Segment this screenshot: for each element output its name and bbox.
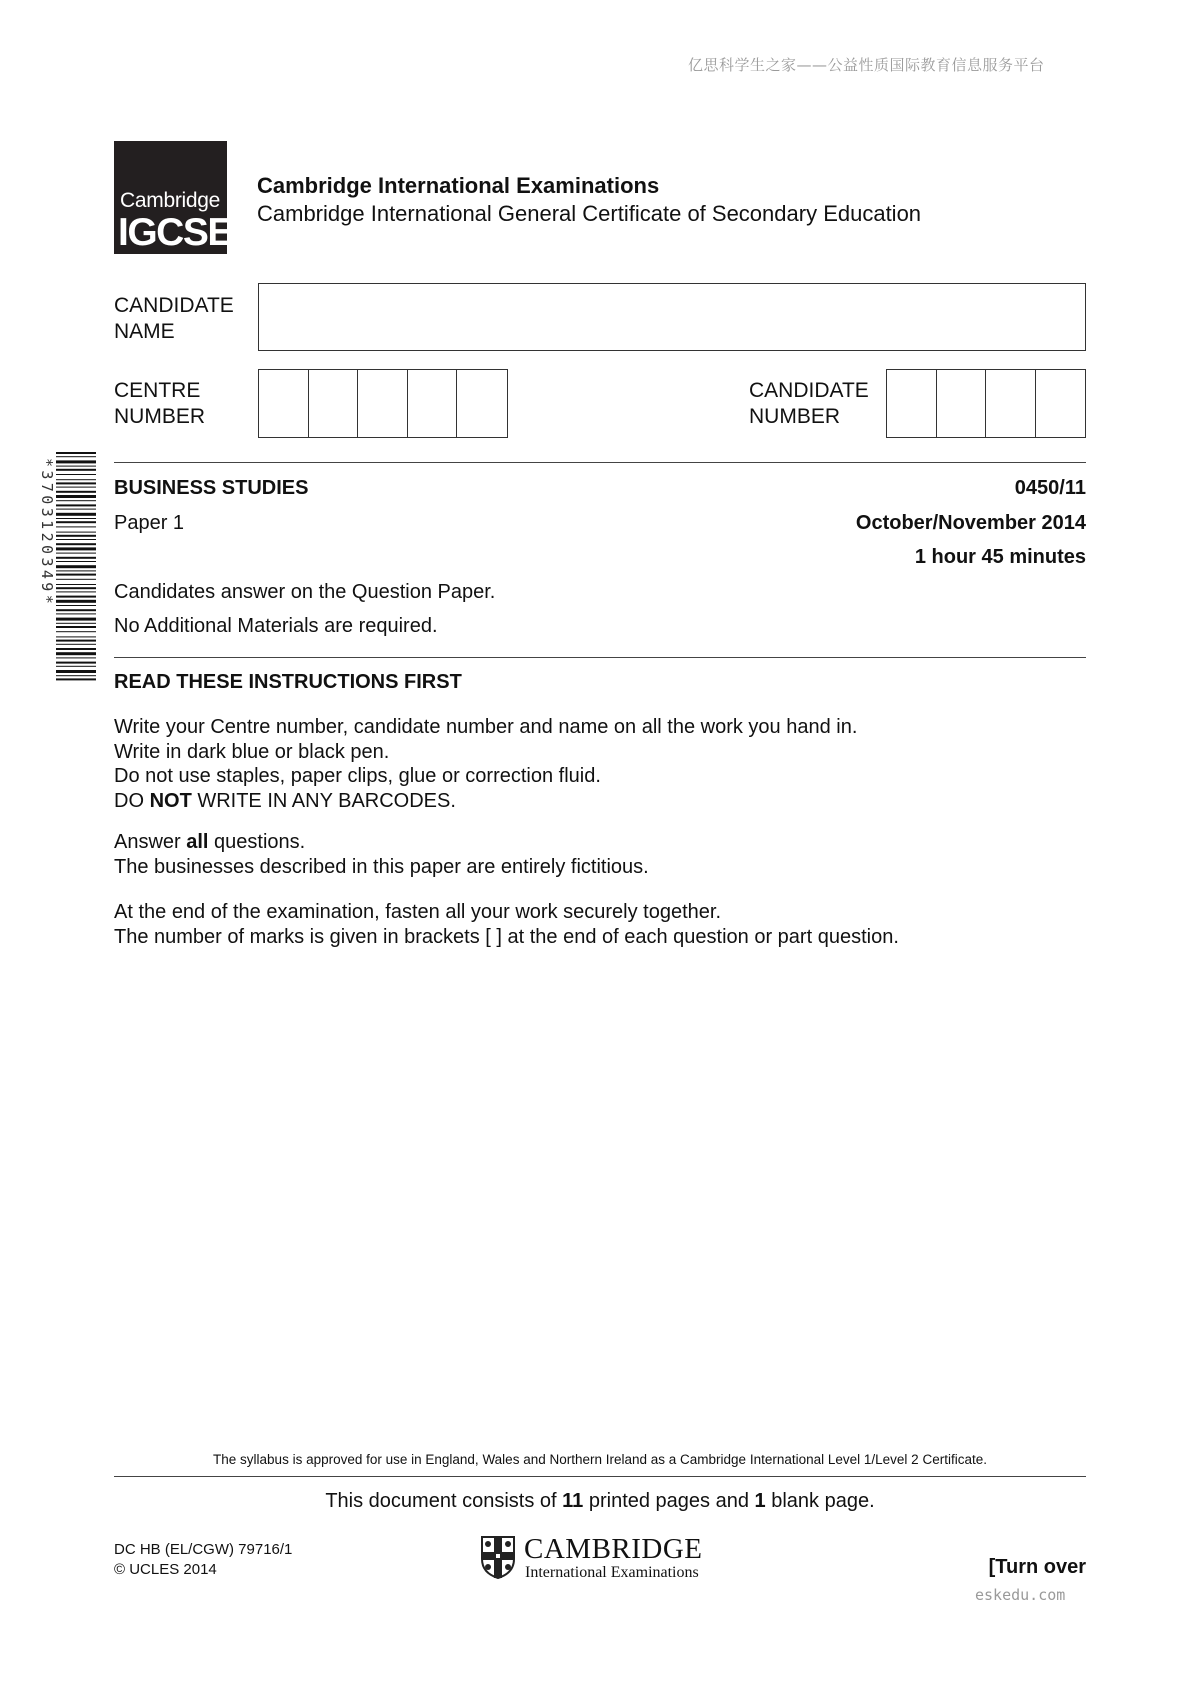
barcode-bar <box>56 452 96 454</box>
barcode-bar <box>56 574 96 576</box>
cambridge-wordmark: CAMBRIDGE <box>524 1533 703 1565</box>
barcode-bar <box>56 587 96 589</box>
barcode-bar <box>56 539 96 540</box>
barcode-bar <box>56 675 96 676</box>
barcode-bar <box>56 495 96 498</box>
barcode-bar <box>56 513 96 516</box>
divider-footer <box>114 1476 1086 1477</box>
barcode-bar <box>56 591 96 592</box>
centre-number-cell[interactable] <box>457 370 507 437</box>
barcode-bar <box>56 636 96 637</box>
barcode-bar <box>56 618 96 621</box>
candidate-number-field[interactable] <box>886 369 1086 438</box>
page-count-note: This document consists of 11 printed pages and 1 blank page. <box>325 1490 875 1512</box>
barcode-bar <box>56 456 96 457</box>
barcode-bar <box>56 504 96 506</box>
barcode-bar <box>56 491 96 493</box>
instruction-line: Write your Centre number, candidate number and name on all the work you hand in. <box>114 716 858 738</box>
barcode-bar <box>56 666 96 667</box>
centre-number-cell[interactable] <box>358 370 408 437</box>
divider-top <box>114 462 1086 463</box>
exam-session: October/November 2014 <box>855 512 1086 534</box>
barcode-bar <box>56 596 96 598</box>
candidate-number-cell[interactable] <box>937 370 987 437</box>
barcode-bar <box>56 644 96 645</box>
barcode <box>36 452 98 684</box>
instruction-line: At the end of the examination, fasten all your work securely together. <box>114 901 722 923</box>
cambridge-igcse-logo <box>114 141 232 254</box>
barcode-bar <box>56 535 96 537</box>
barcode-bar <box>56 657 96 658</box>
barcode-bar <box>56 670 96 673</box>
barcode-bar <box>56 600 96 603</box>
copyright: © UCLES 2014 <box>114 1561 217 1578</box>
centre-number-label: CENTRE NUMBER <box>114 379 206 428</box>
watermark-bottom: eskedu.com <box>975 1586 1066 1604</box>
centre-number-cell[interactable] <box>259 370 309 437</box>
logo-line2: IGCSE <box>118 211 232 254</box>
barcode-bar <box>56 557 96 559</box>
barcode-bar <box>56 500 96 501</box>
barcode-bar <box>56 532 96 533</box>
barcode-bar <box>56 561 96 562</box>
answer-note: Candidates answer on the Question Paper. <box>114 581 496 603</box>
barcode-bar <box>56 526 96 527</box>
candidate-number-label: CANDIDATE NUMBER <box>749 379 869 428</box>
barcode-bar <box>56 605 96 606</box>
paper-code: 0450/11 <box>1014 477 1086 499</box>
barcode-bar <box>56 466 96 467</box>
barcode-bar <box>56 662 96 664</box>
document-code <box>114 1540 292 1580</box>
candidate-number-cell[interactable] <box>887 370 937 437</box>
instruction-line: Write in dark blue or black pen. <box>114 740 390 763</box>
barcode-bar <box>56 521 96 523</box>
header-org: Cambridge International Examinations <box>257 173 660 198</box>
materials-note: No Additional Materials are required. <box>114 615 438 637</box>
cambridge-footer-logo <box>480 1535 720 1583</box>
candidate-number-cell[interactable] <box>1036 370 1086 437</box>
instructions-block-2 <box>114 830 649 879</box>
logo-line1: Cambridge <box>120 189 221 212</box>
barcode-bar <box>56 570 96 571</box>
syllabus-note: The syllabus is approved for use in England, Wales and Northern Ireland as a Cambridge International Level 1/Level 2 Certificate. <box>213 1452 987 1467</box>
centre-number-cell[interactable] <box>309 370 359 437</box>
exam-duration: 1 hour 45 minutes <box>914 546 1086 568</box>
header-qualification: Cambridge International General Certificate of Secondary Education <box>257 201 922 226</box>
centre-number-field[interactable] <box>258 369 508 438</box>
barcode-bar <box>56 565 96 568</box>
instruction-line: DO NOT WRITE IN ANY BARCODES. <box>114 789 456 812</box>
watermark-top: 亿思科学生之家——公益性质国际教育信息服务平台 <box>688 56 1045 74</box>
barcode-bar <box>56 479 96 480</box>
barcode-bar <box>56 584 96 585</box>
barcode-bar <box>56 518 96 519</box>
barcode-bar <box>56 640 96 642</box>
barcode-bar <box>56 553 96 554</box>
instructions-heading: READ THESE INSTRUCTIONS FIRST <box>114 671 462 693</box>
barcode-bar <box>56 509 96 510</box>
divider-middle <box>114 657 1086 658</box>
turn-over: [Turn over <box>988 1556 1086 1578</box>
cambridge-wordmark-sub: International Examinations <box>525 1564 699 1581</box>
centre-number-cell[interactable] <box>408 370 458 437</box>
barcode-digits: *3703120349* <box>38 458 56 608</box>
candidate-number-cell[interactable] <box>986 370 1036 437</box>
instruction-line: The number of marks is given in brackets [ ] at the end of each question or part question. <box>114 925 899 948</box>
barcode-bar <box>56 648 96 650</box>
barcode-bar <box>56 609 96 611</box>
barcode-bar <box>56 631 96 632</box>
barcode-bar <box>56 474 96 475</box>
doc-code: DC HB (EL/CGW) 79716/1 <box>114 1541 293 1558</box>
candidate-name-label: CANDIDATE NAME <box>114 294 234 343</box>
instructions-block-3 <box>114 900 899 949</box>
barcode-bar <box>56 482 96 484</box>
barcode-bar <box>56 460 96 463</box>
barcode-bar <box>56 613 96 614</box>
instruction-line: Answer all questions. <box>114 831 306 853</box>
barcode-bar <box>56 623 96 624</box>
subject-title: BUSINESS STUDIES <box>114 477 309 499</box>
barcode-bar <box>56 547 96 550</box>
instruction-line: The businesses described in this paper are entirely fictitious. <box>114 855 649 878</box>
paper-number: Paper 1 <box>114 512 185 534</box>
barcode-bar <box>56 652 96 655</box>
instructions-block-1 <box>114 715 857 813</box>
barcode-bar <box>56 678 96 680</box>
barcode-bar <box>56 543 96 545</box>
barcode-bar <box>56 487 96 488</box>
cambridge-crest-icon <box>480 1535 516 1579</box>
barcode-bar <box>56 469 96 471</box>
instruction-line: Do not use staples, paper clips, glue or correction fluid. <box>114 765 601 787</box>
barcode-bar <box>56 626 96 628</box>
barcode-bar <box>56 579 96 580</box>
candidate-name-field[interactable] <box>258 283 1086 351</box>
